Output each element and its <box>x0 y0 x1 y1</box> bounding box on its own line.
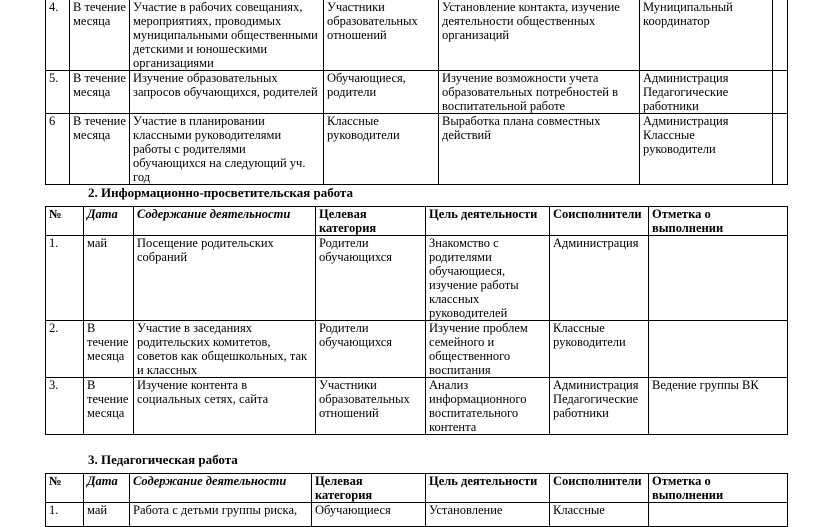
row-content: Участие в рабочих совещаниях, мероприятиях, проводимых муниципальными общественными детскими и юношескими организациями <box>130 0 324 71</box>
row-number: 5. <box>46 71 70 114</box>
row-date: В течение месяца <box>70 71 130 114</box>
row-mark <box>649 236 788 321</box>
row-target: Родители обучающихся <box>316 321 426 378</box>
table-row <box>46 503 788 527</box>
header-partners: Соисполнители <box>550 207 649 236</box>
table-row <box>46 236 788 321</box>
row-partners: Муниципальный координатор <box>640 0 773 71</box>
table-row <box>46 71 788 114</box>
row-date: май <box>84 503 130 527</box>
row-content: Посещение родительских собраний <box>134 236 316 321</box>
row-partners: Администрация Педагогические работники <box>640 71 773 114</box>
row-target: Участники образовательных отношений <box>324 0 439 71</box>
header-goal: Цель деятельности <box>426 207 550 236</box>
header-date: Дата <box>84 474 130 503</box>
row-extra <box>773 114 788 185</box>
row-goal: Изучение возможности учета образовательных потребностей в воспитательной работе <box>439 71 640 114</box>
row-number: 1. <box>46 503 84 527</box>
row-goal: Установление <box>426 503 550 527</box>
table-row <box>46 0 788 71</box>
header-content: Содержание деятельности <box>134 207 316 236</box>
row-content: Изучение контента в социальных сетях, сайта <box>134 378 316 435</box>
row-goal: Анализ информационного воспитательного контента <box>426 378 550 435</box>
row-goal: Выработка плана совместных действий <box>439 114 640 185</box>
table-row <box>46 321 788 378</box>
row-date: В течение месяца <box>70 0 130 71</box>
row-date: В течение месяца <box>70 114 130 185</box>
row-partners: Администрация <box>550 236 649 321</box>
row-content: Изучение образовательных запросов обучающихся, родителей <box>130 71 324 114</box>
row-number: 2. <box>46 321 84 378</box>
row-target: Классные руководители <box>324 114 439 185</box>
header-target: Целевая категория <box>316 207 426 236</box>
table-header-row <box>46 474 788 503</box>
header-mark: Отметка о выполнении <box>649 474 788 503</box>
header-target: Целевая категория <box>312 474 426 503</box>
row-content: Участие в заседаниях родительских комитетов, советов как общешкольных, так и классных <box>134 321 316 378</box>
row-date: В течение месяца <box>84 321 134 378</box>
row-content: Работа с детьми группы риска, <box>130 503 312 527</box>
row-target: Обучающиеся <box>312 503 426 527</box>
row-partners: Классные руководители <box>550 321 649 378</box>
row-goal: Знакомство с родителями обучающиеся, изучение работы классных руководителей <box>426 236 550 321</box>
row-partners: Администрация Педагогические работники <box>550 378 649 435</box>
header-num: № <box>46 474 84 503</box>
row-partners: Администрация Классные руководители <box>640 114 773 185</box>
row-partners: Классные <box>550 503 649 527</box>
row-goal: Установление контакта, изучение деятельности общественных организаций <box>439 0 640 71</box>
activities-table-3 <box>45 473 788 527</box>
row-number: 6 <box>46 114 70 185</box>
row-mark <box>649 503 788 527</box>
row-date: В течение месяца <box>84 378 134 435</box>
section-heading-info: 2. Информационно-просветительская работа <box>88 185 353 200</box>
row-date: май <box>84 236 134 321</box>
row-extra <box>773 71 788 114</box>
header-num: № <box>46 207 84 236</box>
section-heading-pedagogical: 3. Педагогическая работа <box>88 452 238 467</box>
activities-table-1 <box>45 0 788 185</box>
row-target: Участники образовательных отношений <box>316 378 426 435</box>
header-date: Дата <box>84 207 134 236</box>
row-number: 1. <box>46 236 84 321</box>
row-goal: Изучение проблем семейного и общественного воспитания <box>426 321 550 378</box>
row-mark <box>649 321 788 378</box>
activities-table-2 <box>45 206 788 435</box>
row-target: Обучающиеся, родители <box>324 71 439 114</box>
row-number: 4. <box>46 0 70 71</box>
header-mark: Отметка о выполнении <box>649 207 788 236</box>
row-extra <box>773 0 788 71</box>
row-mark: Ведение группы ВК <box>649 378 788 435</box>
header-content: Содержание деятельности <box>130 474 312 503</box>
table-row <box>46 114 788 185</box>
header-goal: Цель деятельности <box>426 474 550 503</box>
header-partners: Соисполнители <box>550 474 649 503</box>
table-header-row <box>46 207 788 236</box>
table-row <box>46 378 788 435</box>
row-number: 3. <box>46 378 84 435</box>
row-target: Родители обучающихся <box>316 236 426 321</box>
row-content: Участие в планировании классными руководителями работы с родителями обучающихся на следующий уч. год <box>130 114 324 185</box>
